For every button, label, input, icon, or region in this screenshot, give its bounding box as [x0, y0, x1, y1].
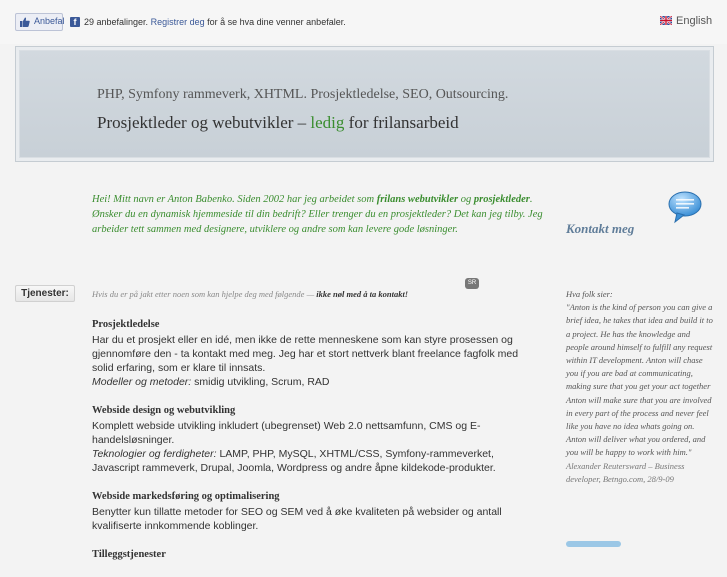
service-item: [92, 548, 522, 562]
services-dash: —: [304, 289, 317, 299]
service-extra: [92, 447, 522, 475]
headline-highlight: ledig: [310, 113, 345, 132]
services-lead-text: Hvis du er på jakt etter noen som kan hjelpe deg med følgende: [92, 289, 305, 299]
headline-start: Prosjektleder og webutvikler –: [97, 113, 311, 132]
intro-part2: og: [458, 194, 474, 205]
services-lead: [92, 289, 408, 299]
facebook-like-button[interactable]: [15, 13, 63, 31]
facebook-social-text: [84, 17, 346, 27]
facebook-icon: f: [70, 17, 80, 27]
service-item: [92, 318, 522, 389]
language-switch[interactable]: [660, 15, 712, 27]
intro-part3: . Ønsker du en dynamisk hjemmeside til din bedrift? Eller trenger du en prosjektleder? Det kan jeg tilby. Jeg arbeider tett sammen med designere, utviklere og andre som kan levere gode løsninger.: [92, 194, 543, 235]
service-extra: [92, 375, 522, 389]
services-list: [92, 318, 522, 577]
services-lead-bold: ikke nøl med å ta kontakt!: [316, 289, 409, 299]
recommend-suffix: for å se hva dine venner anbefaler.: [204, 17, 346, 27]
banner-inner: [20, 51, 709, 157]
testimonial-heading: Hva folk sier:: [566, 289, 613, 299]
contact-link[interactable]: Kontakt meg: [566, 221, 635, 236]
service-extra-label: Teknologier og ferdigheter:: [92, 448, 217, 460]
intro-bold1: frilans webutvikler: [376, 194, 459, 205]
testimonial-author: Alexander Reutersward – Business developer, Betngo.com, 28/9-09: [566, 460, 685, 484]
sr-badge-icon: SR: [465, 278, 479, 289]
service-desc: Komplett webside utvikling inkludert (ubegrenset) Web 2.0 nettsamfunn, CMS og E-handelsløsninger.: [92, 420, 481, 446]
tagline: PHP, Symfony rammeverk, XHTML. Prosjektledelse, SEO, Outsourcing.: [97, 87, 509, 102]
testimonial: [566, 288, 714, 486]
services-tab: Tjenester:: [15, 285, 75, 302]
intro-part1: Hei! Mitt navn er Anton Babenko. Siden 2002 har jeg arbeidet som: [92, 194, 377, 205]
service-item: [92, 490, 522, 533]
headline-end: for frilansarbeid: [344, 113, 459, 132]
service-title: Tilleggstjenester: [92, 549, 166, 560]
service-title: Webside markedsføring og optimalisering: [92, 491, 280, 502]
thumbs-up-icon: [20, 17, 30, 27]
speech-bubble-icon[interactable]: [667, 189, 703, 225]
service-extra-text: LAMP, PHP, MySQL, XHTML/CSS, Symfony-rammeverket, Javascript rammeverk, Drupal, Joomla, Wordpress og andre åpne kildekode-produkter.: [92, 448, 496, 474]
register-link[interactable]: Registrer deg: [150, 17, 205, 27]
top-bar: [0, 0, 727, 44]
uk-flag-icon: [660, 16, 672, 25]
recommend-count: 29 anbefalinger.: [84, 17, 149, 27]
like-label: Anbefal: [34, 16, 65, 26]
service-extra-text: smidig utvikling, Scrum, RAD: [191, 376, 330, 388]
service-desc: Har du et prosjekt eller en idé, men ikke de rette menneskene som kan styre prosessen og gjennomføre den - ta kontakt med meg. Jeg har et stort nettverk blant freelance fagfolk med solid erfaring, som er klare til innsats.: [92, 334, 519, 374]
intro-text: [92, 192, 547, 237]
service-title: Webside design og webutvikling: [92, 405, 236, 416]
service-desc: Benytter kun tillatte metoder for SEO og SEM ved å øke kvaliteten på websider og antall kvalifiserte innkommende koblinger.: [92, 506, 502, 532]
testimonial-text: "Anton is the kind of person you can give a brief idea, he takes that idea and build it to a project. He has the knowledge and people around himself to fulfill any request within IT development. Anton will chase you if you are bad at communicating, making sure that you get your act together Anton will make sure that you are involved in every part of the process and never feel like you have no idea whats going on. Anton will deliver what you ordered, and you will be happy to work with him.": [566, 302, 713, 458]
intro-bold2: prosjektleder: [473, 194, 530, 205]
bottom-button[interactable]: [566, 541, 621, 547]
service-extra-label: Modeller og metoder:: [92, 376, 192, 388]
header-banner: [15, 46, 714, 162]
service-item: [92, 404, 522, 475]
language-label: English: [676, 15, 713, 27]
service-title: Prosjektledelse: [92, 319, 160, 330]
headline: [97, 113, 459, 133]
